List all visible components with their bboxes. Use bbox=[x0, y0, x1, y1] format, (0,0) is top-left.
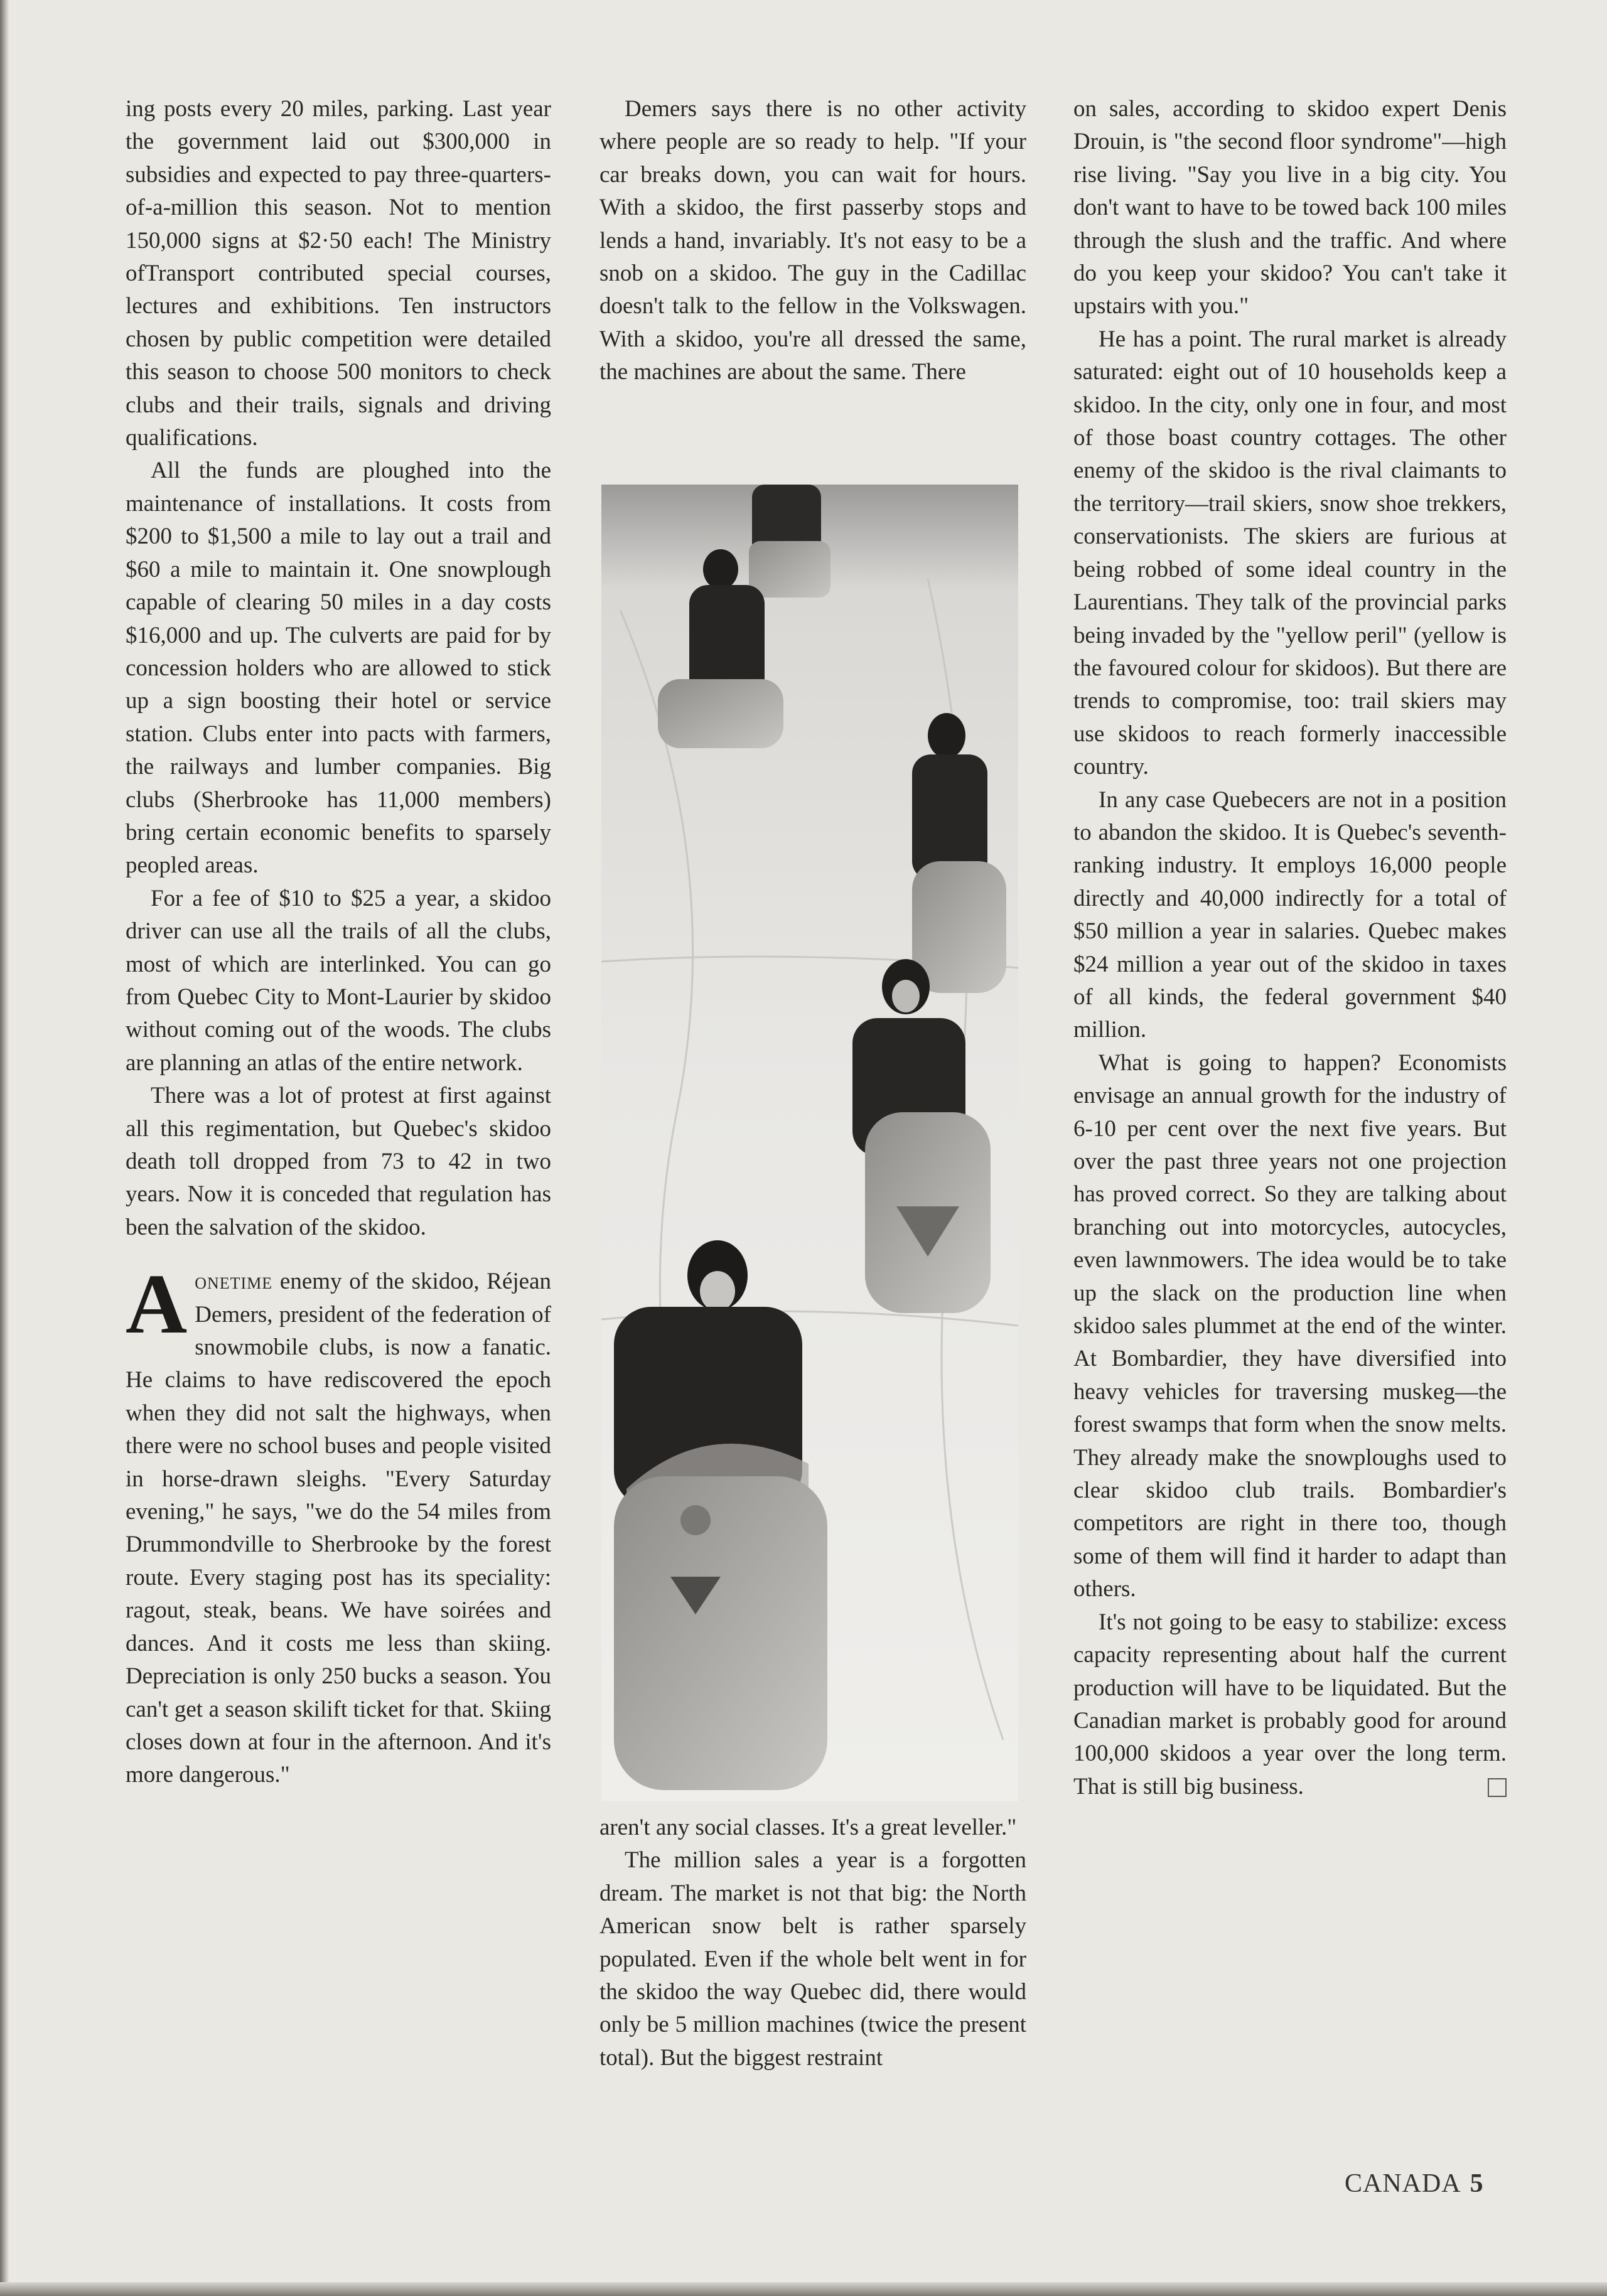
paragraph: The million sales a year is a forgotten dream. The market is not that big: the North American snow belt is rather sparsely populated. Even if the whole belt went in for the skidoo the way Quebec did, there would only be 5 million machines (twice the present total). But the biggest restraint bbox=[599, 1847, 1026, 2071]
paragraph: There was a lot of protest at first against all this regimentation, but Quebec's skidoo death toll dropped from 73 to 42 in two years. Now it is conceded that regulation has been the salvation of the skidoo. bbox=[126, 1083, 551, 1240]
paragraph: He has a point. The rural market is already saturated: eight out of 10 households keep a skidoo. In the city, only one in four, and most of those boast country cottages. The other enemy of the skidoo is the rival claimants to the territory—trail skiers, snow shoe trekkers, conservationists. The skiers are furious at being robbed of some ideal country in the Laurentians. They talk of the provincial parks being invaded by the "yellow peril" (yellow is the favoured colour for skidoos). But there are trends to compromise, too: trail skiers may use skidoos to reach formerly inaccessible country. bbox=[1073, 326, 1507, 780]
paragraph-text: It's not going to be easy to stabilize: excess capacity representing about half the current production will have to be liquidated. But the Canadian market is probably good for around 100,000 skidoos a year over the long term. That is still big business. bbox=[1073, 1609, 1507, 1800]
column-left bbox=[126, 93, 551, 1792]
paragraph: All the funds are ploughed into the maintenance of installations. It costs from $200 to $1,500 a mile to lay out a trail and $60 a mile to maintain it. One snowplough capable of clearing 50 miles in a day costs $16,000 and up. The culverts are paid for by concession holders who are allowed to stick up a sign boosting their hotel or service station. Clubs enter into pacts with farmers, the railways and lumber companies. Big clubs (Sherbrooke has 11,000 members) bring certain economic benefits to sparsely peopled areas. bbox=[126, 458, 551, 879]
rider-5 bbox=[614, 1240, 827, 1790]
column-middle-continued bbox=[599, 1811, 1026, 2074]
rider-1 bbox=[749, 485, 830, 598]
paragraph: Demers says there is no other activity where people are so ready to help. "If your car breaks down, you can wait for hours. With a skidoo, the first passerby stops and lends a hand, invariably. It's not easy to be a snob on a skidoo. The guy in the Cadillac doesn't talk to the fellow in the Volkswagen. With a skidoo, you're all dressed the same, the machines are about the same. There bbox=[599, 96, 1026, 385]
paragraph: on sales, according to skidoo expert Denis Drouin, is "the second floor syndrome"—high rise living. "Say you live in a big city. You don't want to have to be towed back 100 miles through the slush and the traffic. And where do you keep your skidoo? You can't take it upstairs with you." bbox=[1073, 96, 1507, 319]
end-of-article-icon bbox=[1488, 1778, 1507, 1797]
page-footer bbox=[1345, 2169, 1484, 2199]
snowmobile-photo bbox=[601, 485, 1018, 1801]
paragraph: ing posts every 20 miles, parking. Last year the government laid out $300,000 in subsidies and expected to pay three-quarters-of-a-million this season. Not to mention 150,000 signs at $2·50 each! The Ministry ofTransport contributed special courses, lectures and exhibitions. Ten instructors chosen by public competition were detailed this season to choose 500 monitors to check clubs and their trails, signals and driving qualifications. bbox=[126, 96, 551, 451]
paragraph-text: enemy of the skidoo, Réjean Demers, president of the federation of snowmobile clubs, is now a fanatic. He claims to have rediscovered the epoch when they did not salt the highways, when there were no school buses and people visited in horse-drawn sleighs. "Every Saturday evening," he says, "we do the 54 miles from Drummondville to Sherbrooke by the forest route. Every staging post has its speciality: ragout, steak, beans. We have soirées and dances. And it costs me less than skiing. Depreciation is only 250 bucks a season. You can't get a season skilift ticket for that. Skiing closes down at four in the afternoon. And it's more dangerous." bbox=[126, 1269, 551, 1788]
drop-cap: A bbox=[126, 1257, 188, 1352]
paragraph: aren't any social classes. It's a great leveller." bbox=[599, 1815, 1017, 1840]
column-middle bbox=[599, 93, 1026, 389]
magazine-name: CANADA bbox=[1345, 2169, 1461, 2198]
paragraph bbox=[1073, 1606, 1507, 1803]
column-right bbox=[1073, 93, 1507, 1803]
section-opening-paragraph bbox=[126, 1257, 551, 1792]
small-caps-lead: onetime bbox=[195, 1269, 273, 1295]
binding-edge bbox=[0, 0, 9, 2296]
paragraph: In any case Quebecers are not in a position to abandon the skidoo. It is Quebec's seventh-ranking industry. It employs 16,000 people directly and 40,000 indirectly for a total of $50 million a year in salaries. Quebec makes $24 million a year out of the skidoo in taxes of all kinds, the federal government $40 million. bbox=[1073, 786, 1507, 1043]
page-number: 5 bbox=[1470, 2169, 1484, 2198]
paragraph: For a fee of $10 to $25 a year, a skidoo driver can use all the trails of all the clubs, most of which are interlinked. You can go from Quebec City to Mont-Laurier by skidoo without coming out of the woods. The clubs are planning an atlas of the entire network. bbox=[126, 885, 551, 1076]
page-bottom-edge bbox=[0, 2282, 1607, 2296]
paragraph: What is going to happen? Economists envisage an annual growth for the industry of 6-10 per cent over the next five years. But over the past three years not one projection has proved correct. So they are talking about branching out into motorcycles, autocycles, even lawnmowers. The idea would be to take up the slack on the production line when skidoo sales plummet at the end of the winter. At Bombardier, they have diversified into heavy vehicles for traversing muskeg—the forest swamps that form when the snow melts. They already make the snowploughs used to clear skidoo club trails. Bombardier's competitors are right in there too, though some of them will find it harder to adapt than others. bbox=[1073, 1049, 1507, 1602]
